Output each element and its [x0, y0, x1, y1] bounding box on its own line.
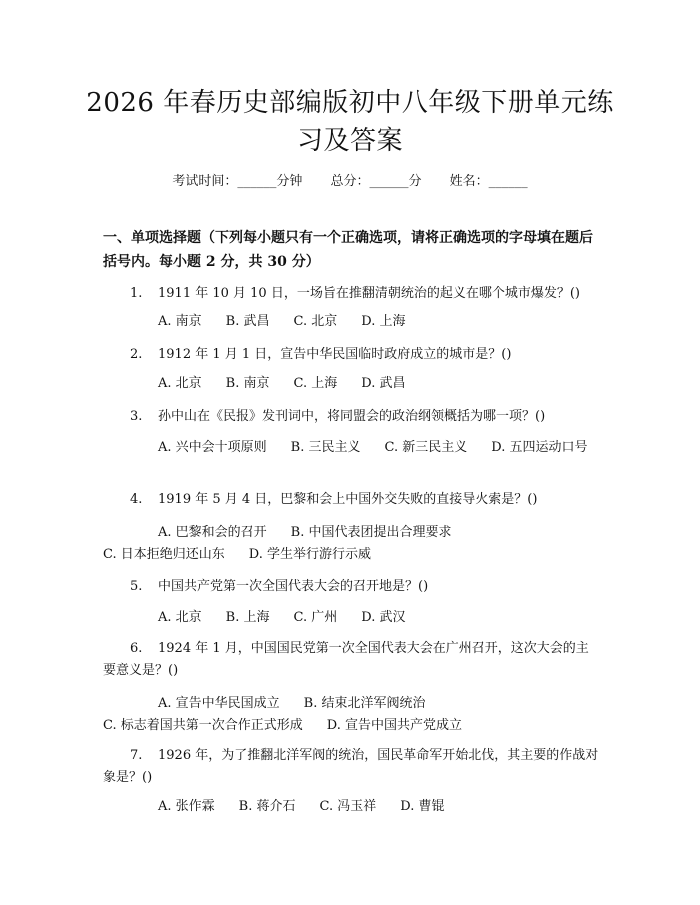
option-b: B. 中国代表团提出合理要求 [290, 525, 452, 540]
question-5 [103, 576, 600, 598]
options-5 [103, 607, 600, 629]
question-number: 3. [130, 409, 143, 424]
question-number: 2. [130, 347, 143, 362]
option-a: A. 兴中会十项原则 [158, 440, 267, 455]
exam-meta [0, 170, 700, 189]
option-a: A. 巴黎和会的召开 [158, 525, 267, 540]
option-c: C. 标志着国共第一次合作正式形成 [103, 718, 303, 733]
option-d: D. 五四运动口号 [491, 440, 588, 455]
exam-name: 姓名：______ [449, 174, 528, 189]
section-heading: 一、单项选择题（下列每小题只有一个正确选项，请将正确选项的字母填在题后括号内。每小题 2 分，共 30 分） [103, 230, 593, 270]
question-2 [103, 344, 600, 366]
option-d: D. 武昌 [361, 376, 406, 391]
title-line-2: 习及答案 [296, 126, 403, 156]
question-3 [103, 406, 600, 428]
options-4 [103, 522, 600, 566]
question-1 [103, 283, 600, 305]
question-4 [103, 489, 600, 511]
question-text: 1924 年 1 月，中国国民党第一次全国代表大会在广州召开，这次大会的主要意义是？() [103, 641, 589, 678]
option-b: B. 结束北洋军阀统治 [303, 696, 426, 711]
question-text: 1912 年 1 月 1 日，宣告中华民国临时政府成立的城市是？() [158, 347, 512, 362]
option-d: D. 上海 [361, 314, 406, 329]
question-text: 1919 年 5 月 4 日，巴黎和会上中国外交失败的直接导火索是？() [158, 492, 538, 507]
option-b: B. 上海 [225, 610, 270, 625]
option-b: B. 南京 [225, 376, 270, 391]
option-c: C. 日本拒绝归还山东 [103, 547, 225, 562]
option-a: A. 北京 [158, 610, 202, 625]
options-7 [103, 796, 600, 818]
question-text: 孙中山在《民报》发刊词中，将同盟会的政治纲领概括为哪一项？() [158, 409, 546, 424]
option-a: A. 北京 [158, 376, 202, 391]
option-d: D. 曹锟 [400, 799, 445, 814]
exam-time: 考试时间：______分钟 [172, 174, 303, 189]
option-d: D. 学生举行游行示威 [248, 547, 371, 562]
option-b: B. 武昌 [225, 314, 270, 329]
option-c: C. 新三民主义 [384, 440, 468, 455]
question-number: 1. [130, 286, 143, 301]
option-c: C. 冯玉祥 [319, 799, 377, 814]
options-3 [103, 437, 600, 459]
option-c: C. 上海 [293, 376, 338, 391]
option-a: A. 宣告中华民国成立 [158, 696, 280, 711]
question-number: 5. [130, 579, 143, 594]
options-6 [103, 693, 600, 737]
exam-score: 总分：______分 [330, 174, 422, 189]
title-line-1: 2026 年春历史部编版初中八年级下册单元练 [86, 88, 614, 118]
question-number: 6. [130, 641, 143, 656]
option-d: D. 武汉 [361, 610, 406, 625]
question-text: 1911 年 10 月 10 日，一场旨在推翻清朝统治的起义在哪个城市爆发？() [158, 286, 580, 301]
question-6 [103, 638, 600, 682]
document-title [70, 84, 630, 160]
option-b: B. 蒋介石 [238, 799, 296, 814]
options-2 [103, 373, 600, 395]
options-1 [103, 311, 600, 333]
option-b: B. 三民主义 [290, 440, 361, 455]
option-d: D. 宣告中国共产党成立 [326, 718, 462, 733]
question-text: 中国共产党第一次全国代表大会的召开地是？() [158, 579, 429, 594]
question-7 [103, 745, 600, 789]
option-c: C. 广州 [293, 610, 338, 625]
question-text: 1926 年，为了推翻北洋军阀的统治，国民革命军开始北伐，其主要的作战对象是？() [103, 748, 599, 785]
option-c: C. 北京 [293, 314, 338, 329]
question-number: 7. [130, 748, 143, 763]
question-number: 4. [130, 492, 143, 507]
option-a: A. 南京 [158, 314, 202, 329]
option-a: A. 张作霖 [158, 799, 215, 814]
